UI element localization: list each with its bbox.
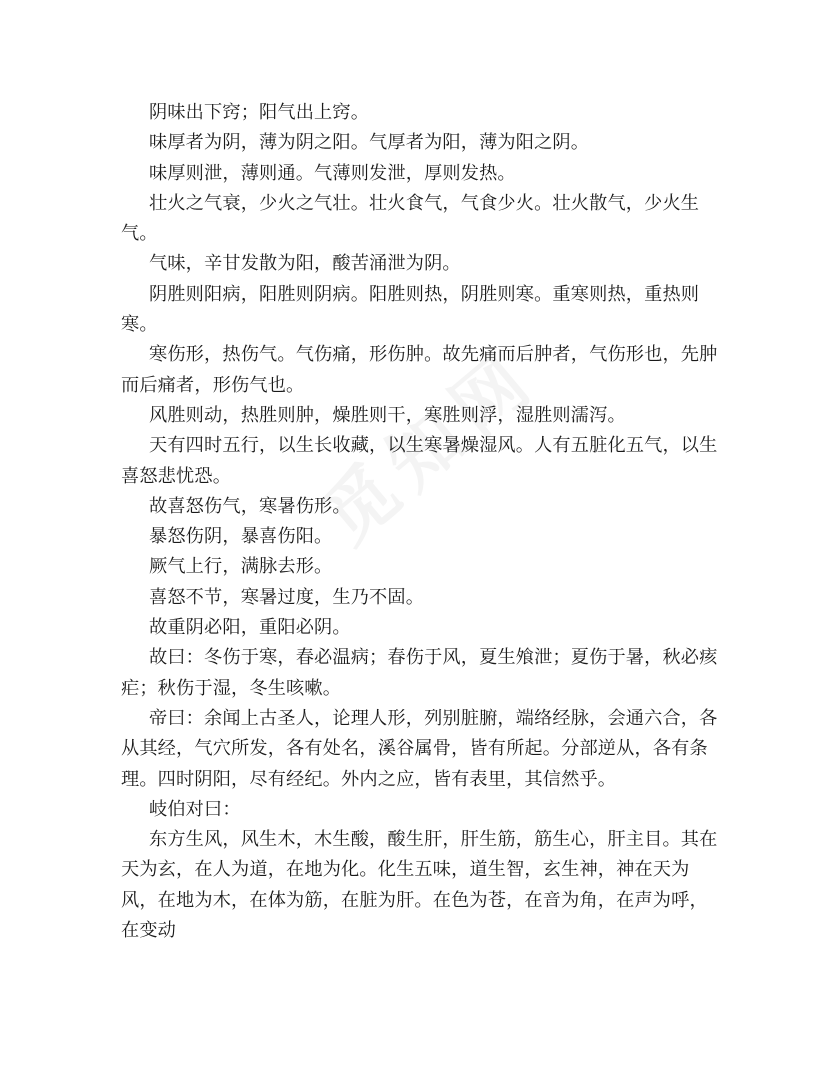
paragraph: 味厚则泄，薄则通。气薄则发泄，厚则发热。 xyxy=(149,162,516,184)
paragraph: 味厚者为阴，薄为阴之阳。气厚者为阳，薄为阳之阴。 xyxy=(149,132,590,154)
paragraph: 厥气上行，满脉去形。 xyxy=(149,556,333,578)
paragraph: 阴味出下窍；阳气出上窍。 xyxy=(149,102,370,123)
paragraph: 东方生风，风生木，木生酸，酸生肝，肝生筋，筋生心，肝主目。其在天为玄，在人为道，在地为化。化生五味，道生智，玄生神，神在天为风，在地为木，在体为筋，在脏为肝。在色为苍，在音为角，在声为呼，在变动 xyxy=(121,829,718,942)
paragraph: 岐伯对曰： xyxy=(149,798,241,820)
paragraph: 喜怒不节，寒暑过度，生乃不固。 xyxy=(149,586,425,608)
paragraph: 天有四时五行，以生长收藏，以生寒暑燥湿风。人有五脏化五气，以生喜怒悲忧恐。 xyxy=(121,435,718,487)
paragraph: 阴胜则阳病，阳胜则阴病。阳胜则热，阴胜则寒。重寒则热，重热则寒。 xyxy=(121,283,700,336)
paragraph: 故喜怒伤气，寒暑伤形。 xyxy=(149,495,351,517)
paragraph: 气味，辛甘发散为阳，酸苦涌泄为阴。 xyxy=(149,253,461,275)
paragraph: 风胜则动，热胜则肿，燥胜则干，寒胜则浮，湿胜则濡泻。 xyxy=(149,404,626,426)
paragraph: 暴怒伤阴，暴喜伤阳。 xyxy=(149,526,333,548)
paragraph: 壮火之气衰，少火之气壮。壮火食气，气食少火。壮火散气，少火生气。 xyxy=(121,192,700,245)
body-text xyxy=(121,98,721,946)
paragraph: 故曰：冬伤于寒，春必温病；春伤于风，夏生飧泄；夏伤于暑，秋必痎疟；秋伤于湿，冬生咳嗽。 xyxy=(121,647,718,699)
paragraph: 帝曰：余闻上古圣人，论理人形，列别脏腑，端络经脉，会通六合，各从其经，气穴所发，各有处名，溪谷属骨，皆有所起。分部逆从，各有条理。四时阴阳，尽有经纪。外内之应，皆有表里，其信然乎。 xyxy=(121,707,718,790)
paragraph: 故重阴必阳，重阳必阴。 xyxy=(149,617,351,639)
paragraph: 寒伤形，热伤气。气伤痛，形伤肿。故先痛而后肿者，气伤形也，先肿而后痛者，形伤气也。 xyxy=(121,344,718,396)
